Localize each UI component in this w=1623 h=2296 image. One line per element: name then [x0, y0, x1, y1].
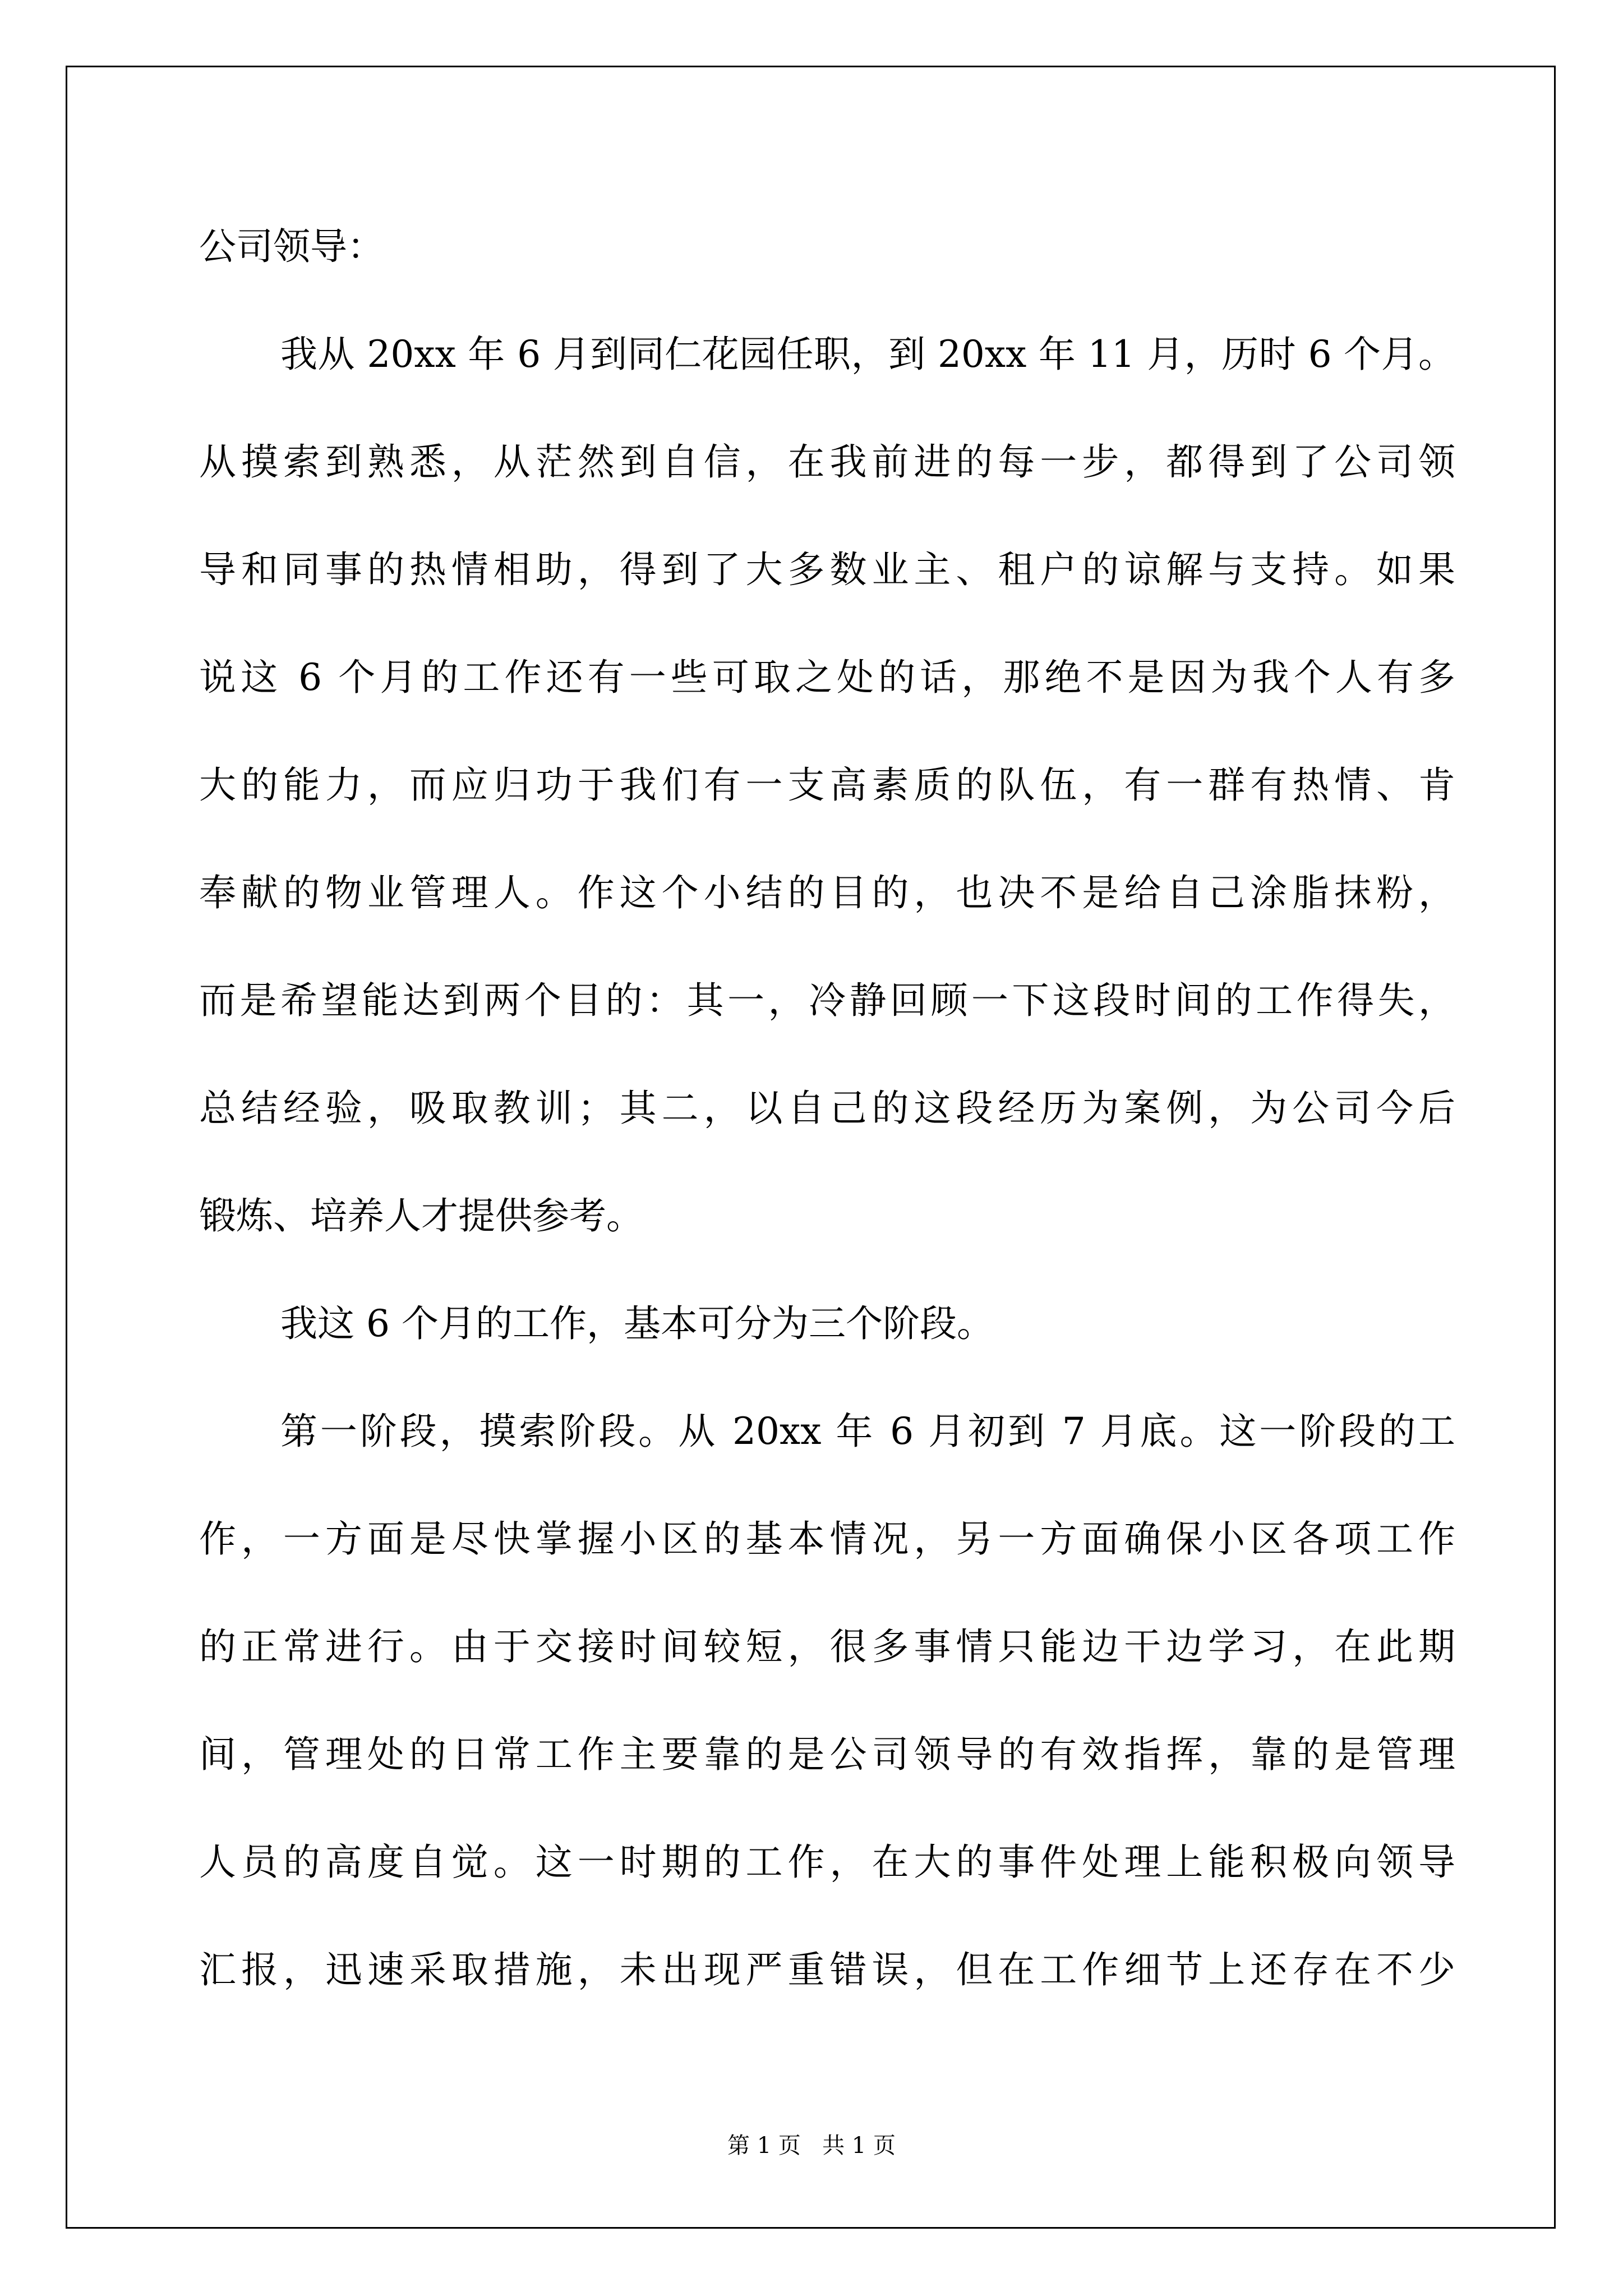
- paragraph-line: 说这 6 个月的工作还有一些可取之处的话，那绝不是因为我个人有多: [199, 656, 1455, 699]
- paragraph-line: 我从 20xx 年 6 月到同仁花园任职，到 20xx 年 11 月，历时 6 个月。: [280, 333, 1455, 376]
- paragraph-line: 我这 6 个月的工作，基本可分为三个阶段。: [280, 1302, 994, 1345]
- paragraph-line: 第一阶段，摸索阶段。从 20xx 年 6 月初到 7 月底。这一阶段的工: [280, 1410, 1455, 1453]
- paragraph-line: 作，一方面是尽快掌握小区的基本情况，另一方面确保小区各项工作: [199, 1517, 1455, 1561]
- paragraph-line: 人员的高度自觉。这一时期的工作，在大的事件处理上能积极向领导: [199, 1841, 1455, 1884]
- paragraph-line: 汇报，迅速采取措施，未出现严重错误，但在工作细节上还存在不少: [199, 1948, 1455, 1991]
- paragraph-line: 而是希望能达到两个目的：其一，冷静回顾一下这段时间的工作得失，: [199, 979, 1455, 1022]
- paragraph-line: 奉献的物业管理人。作这个小结的目的，也决不是给自己涂脂抹粉，: [199, 871, 1455, 914]
- page-border: [66, 66, 1556, 2229]
- paragraph-line: 锻炼、培养人才提供参考。: [199, 1194, 643, 1237]
- paragraph-line: 大的能力，而应归功于我们有一支高素质的队伍，有一群有热情、肯: [199, 763, 1455, 807]
- paragraph-line: 从摸索到熟悉，从茫然到自信，在我前进的每一步，都得到了公司领: [199, 440, 1455, 484]
- paragraph-line: 的正常进行。由于交接时间较短，很多事情只能边干边学习，在此期: [199, 1625, 1455, 1668]
- paragraph-line: 总结经验，吸取教训；其二，以自己的这段经历为案例，为公司今后: [199, 1087, 1455, 1130]
- salutation: 公司领导：: [199, 225, 384, 268]
- page-number: 第 1 页 共 1 页: [727, 2133, 896, 2159]
- paragraph-line: 导和同事的热情相助，得到了大多数业主、租户的谅解与支持。如果: [199, 548, 1455, 591]
- paragraph-line: 间，管理处的日常工作主要靠的是公司领导的有效指挥，靠的是管理: [199, 1733, 1455, 1776]
